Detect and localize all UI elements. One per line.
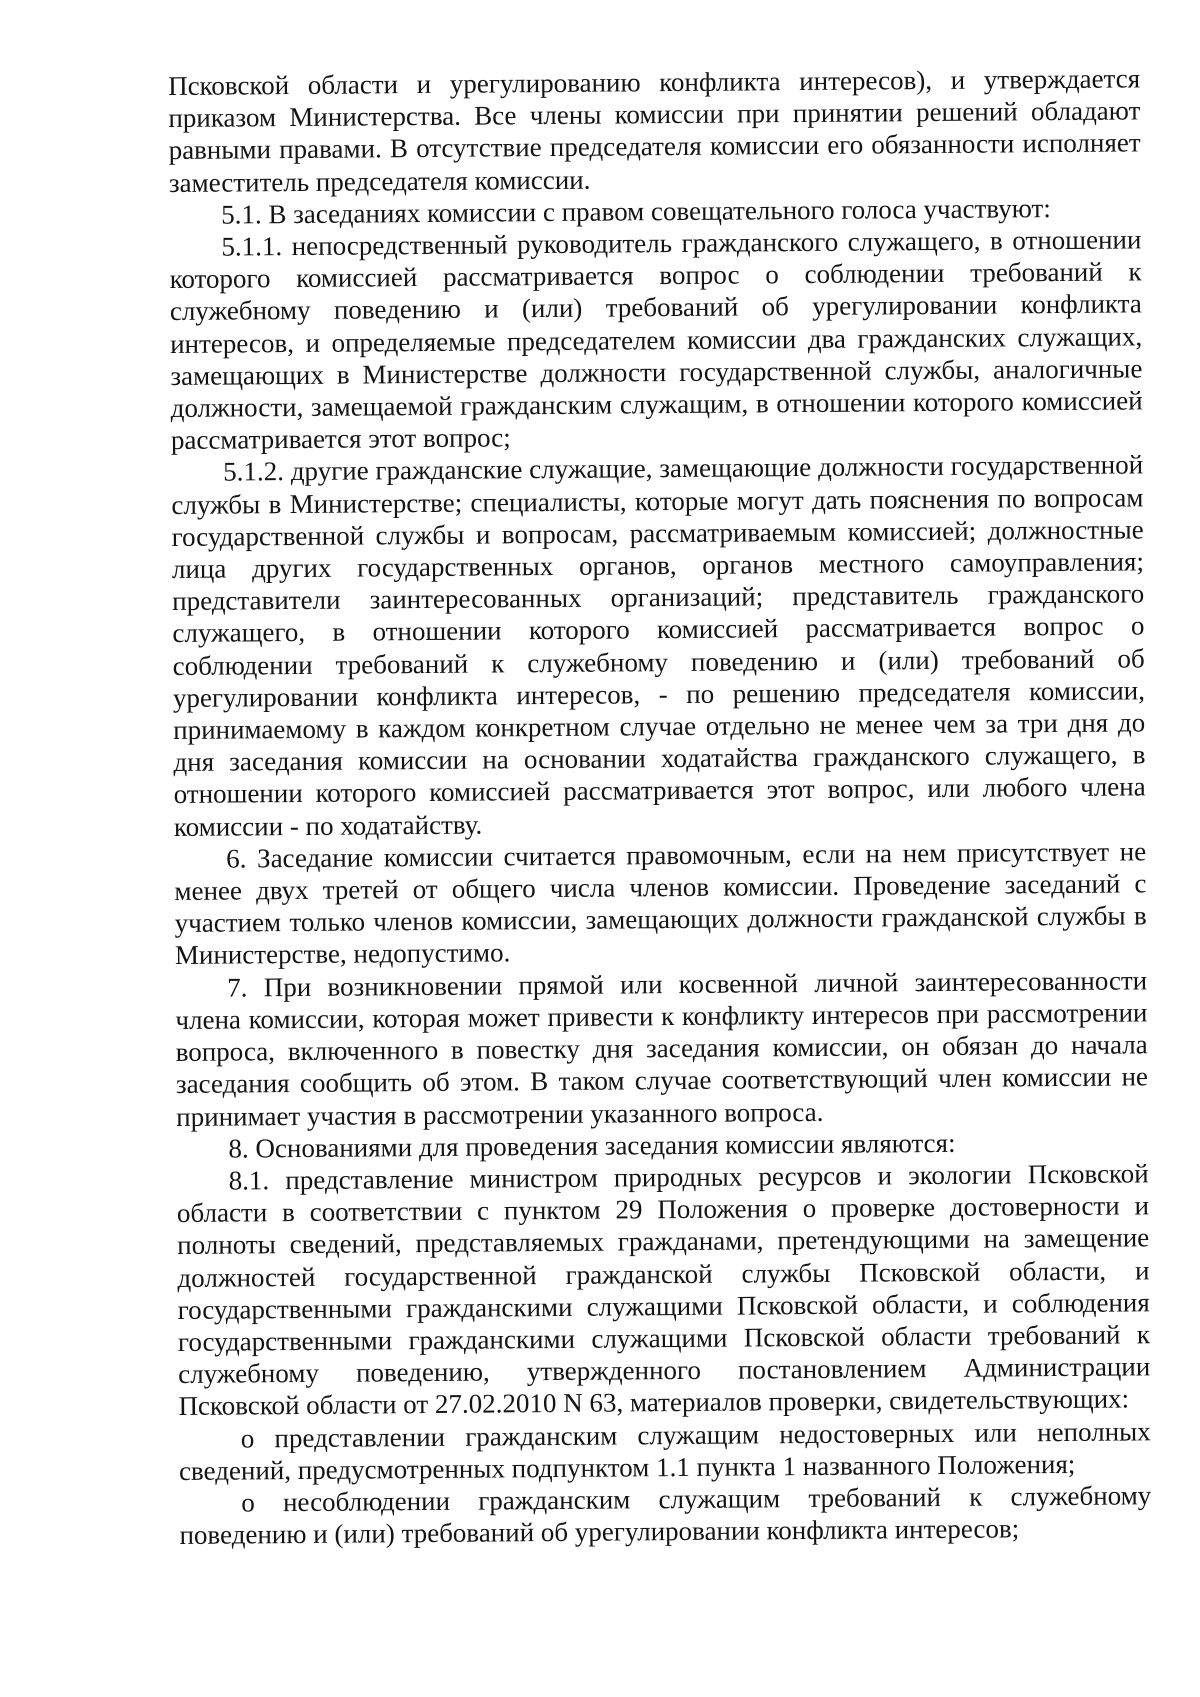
document-page (168, 62, 1152, 1551)
paragraph-5-1-1: 5.1.1. непосредственный руководитель гражданского служащего, в отношении которого комиссией рассматривается вопрос о соблюдении требований к служебному поведению и (или) требований об урегулировании конфликта интересов, и определяемые председателем комиссии два гражданских служащих, замещающих в Министерстве должности государственной службы, аналогичные должности, замещаемой гражданским служащим, в отношении которого комиссией рассматривается этот вопрос; (169, 224, 1143, 456)
paragraph-6: 6. Заседание комиссии считается правомочным, если на нем присутствует не менее двух третей от общего числа членов комиссии. Проведение заседаний с участием только членов комиссии, замещающих должности гражданской службы в Министерстве, недопустимо. (174, 836, 1147, 971)
paragraph-intro: Псковской области и урегулированию конфликта интересов), и утверждается приказом Министерства. Все члены комиссии при принятии решений обладают равными правами. В отсутствие председателя комиссии его обязанности исполняет заместитель председателя комиссии. (168, 63, 1141, 198)
paragraph-8-1-a: о представлении гражданским служащим недостоверных или неполных сведений, предусмотренных подпунктом 1.1 пункта 1 названного Положения; (178, 1415, 1151, 1486)
paragraph-5-1: 5.1. В заседаниях комиссии с правом совещательного голоса участвуют: (221, 192, 1051, 230)
paragraph-8-1: 8.1. представление министром природных ресурсов и экологии Псковской области в соответствии с пунктом 29 Положения о проверке достоверности и полноты сведений, представляемых гражданами, претендующими на замещение должностей государственной гражданской службы Псковской области, и государственными гражданскими служащими Псковской области, и соблюдения государственными гражданскими служащими Псковской области требований к служебному поведению, утвержденного постановлением Администрации Псковской области от 27.02.2010 N 63, материалов проверки, свидетельствующих: (176, 1158, 1151, 1422)
paragraph-8: 8. Основаниями для проведения заседания комиссии являются: (228, 1127, 956, 1164)
paragraph-5-1-2: 5.1.2. другие гражданские служащие, замещающие должности государственной службы в Министерстве; специалисты, которые могут дать пояснения по вопросам государственной службы и вопросам, рассматриваемым комиссией; должностные лица других государственных органов, органов местного самоуправления; представители заинтересованных организаций; представитель гражданского служащего, в отношении которого комиссией рассматривается вопрос о соблюдении требований к служебному поведению и (или) требований об урегулировании конфликта интересов, - по решению председателя комиссии, принимаемому в каждом конкретном случае отдельно не менее чем за три дня до дня заседания комиссии на основании ходатайства гражданского служащего, в отношении которого комиссией рассматривается этот вопрос, или любого члена комиссии - по ходатайству. (171, 449, 1146, 842)
paragraph-8-1-b: о несоблюдении гражданским служащим требований к служебному поведению и (или) требований об урегулировании конфликта интересов; (179, 1480, 1152, 1551)
paragraph-7: 7. При возникновении прямой или косвенной личной заинтересованности члена комиссии, которая может привести к конфликту интересов при рассмотрении вопроса, включенного в повестку дня заседания комиссии, он обязан до начала заседания сообщить об этом. В таком случае соответствующий член комиссии не принимает участия в рассмотрении указанного вопроса. (175, 965, 1149, 1132)
